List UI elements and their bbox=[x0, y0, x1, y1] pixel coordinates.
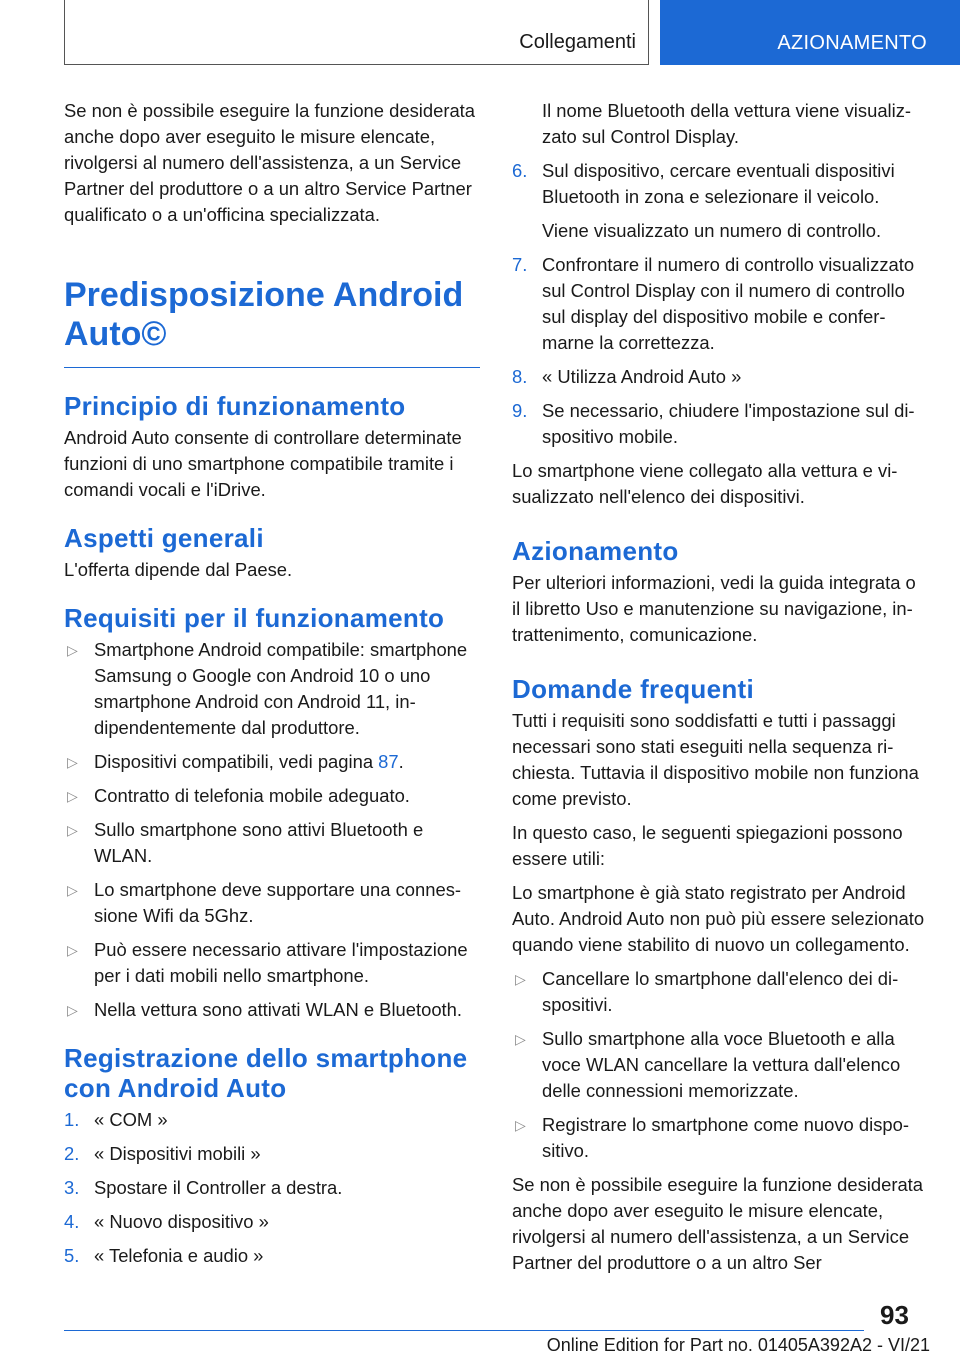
step-text: Sul dispositivo, cercare eventuali dispositivi Bluetooth in zona e selezionare il veicolo. bbox=[542, 160, 895, 207]
step-number: 7. bbox=[512, 254, 528, 275]
step-text: Spostare il Controller a destra. bbox=[94, 1177, 343, 1198]
main-heading: Predisposizione Android Auto© bbox=[64, 276, 480, 368]
list-item-text: Lo smartphone deve supportare una connessione Wifi da 5Ghz. bbox=[94, 879, 462, 926]
requirements-heading: Requisiti per il funzionamento bbox=[64, 603, 445, 633]
page-reference-link[interactable]: 87 bbox=[378, 751, 399, 772]
faq-paragraph-3: Lo smartphone è già stato registrato per Android Auto. Android Auto non può più essere selezionato quando viene stabilito di nuovo un collegamento. bbox=[512, 882, 925, 955]
step-item bbox=[512, 252, 928, 356]
step-item bbox=[512, 398, 928, 450]
principle-heading: Principio di funzionamento bbox=[64, 391, 406, 421]
list-item-text: Cancellare lo smartphone dall'elenco dei dispositivi. bbox=[542, 968, 899, 1015]
list-item bbox=[64, 783, 480, 809]
step-text: « Telefonia e audio » bbox=[94, 1245, 264, 1266]
step-item bbox=[512, 364, 928, 390]
list-item bbox=[64, 749, 480, 775]
step-text: « COM » bbox=[94, 1109, 168, 1130]
list-item-text: Registrare lo smartphone come nuovo dispositivo. bbox=[542, 1114, 909, 1161]
step-text: « Dispositivi mobili » bbox=[94, 1143, 261, 1164]
step-text: Confrontare il numero di controllo visualizzato sul Control Display con il numero di controllo sul display del dispositivo mobile e confermarne la correttezza. bbox=[542, 254, 915, 353]
list-item-text: Sullo smartphone sono attivi Bluetooth e WLAN. bbox=[94, 819, 424, 866]
step-number: 2. bbox=[64, 1143, 80, 1164]
step-number: 5. bbox=[64, 1245, 80, 1266]
step-number: 1. bbox=[64, 1109, 80, 1130]
triangle-bullet-icon: ▷ bbox=[67, 1002, 78, 1018]
list-item bbox=[512, 1112, 928, 1164]
list-item-text: Dispositivi compatibili, vedi pagina bbox=[94, 751, 379, 772]
step-number: 4. bbox=[64, 1211, 80, 1232]
step-text: « Utilizza Android Auto » bbox=[542, 366, 742, 387]
triangle-bullet-icon: ▷ bbox=[67, 642, 78, 658]
triangle-bullet-icon: ▷ bbox=[67, 882, 78, 898]
final-paragraph: Se non è possibile eseguire la funzione desiderata anche dopo aver eseguito le misure elencate, rivolgersi al numero dell'assistenza, a un Service Partner del produttore o a un altro Ser bbox=[512, 1174, 924, 1273]
registration-steps bbox=[64, 1107, 480, 1269]
list-item bbox=[512, 1026, 928, 1104]
faq-paragraph-2: In questo caso, le seguenti spiegazioni possono essere utili: bbox=[512, 822, 903, 869]
header-section-box bbox=[64, 0, 649, 65]
list-item-text: Può essere necessario attivare l'impostazione per i dati mobili nello smartphone. bbox=[94, 939, 468, 986]
step6-note: Viene visualizzato un numero di controllo. bbox=[542, 220, 882, 241]
list-item bbox=[512, 966, 928, 1018]
general-heading: Aspetti generali bbox=[64, 523, 264, 553]
step-item bbox=[64, 1209, 480, 1235]
list-item bbox=[64, 637, 480, 741]
step-item bbox=[64, 1141, 480, 1167]
left-column bbox=[64, 98, 480, 1277]
triangle-bullet-icon: ▷ bbox=[67, 822, 78, 838]
header-section-title: Collegamenti bbox=[519, 31, 636, 53]
list-item bbox=[64, 997, 480, 1023]
intro-paragraph: Se non è possibile eseguire la funzione desiderata anche dopo aver eseguito le misure elencate, rivolgersi al numero dell'assistenza, a un Service Partner del produttore o a un altro Service Partner qualificato o a un'officina specializzata. bbox=[64, 100, 476, 225]
general-paragraph: L'offerta dipende dal Paese. bbox=[64, 559, 293, 580]
step-item bbox=[64, 1243, 480, 1269]
step-item bbox=[64, 1107, 480, 1133]
right-column bbox=[512, 98, 928, 1284]
step-number: 3. bbox=[64, 1177, 80, 1198]
footer-divider bbox=[64, 1330, 864, 1331]
step-number: 9. bbox=[512, 400, 528, 421]
footer-edition: Online Edition for Part no. 01405A392A2 - VI/21 bbox=[546, 1335, 930, 1355]
list-item-text: Smartphone Android compatibile: smartphone Samsung o Google con Android 10 o uno smartphone Android con Android 11, indipendentemente dal produttore. bbox=[94, 639, 468, 738]
registration-steps-continued bbox=[512, 158, 928, 210]
faq-list bbox=[512, 966, 928, 1164]
step-text: Se necessario, chiudere l'impostazione sul dispositivo mobile. bbox=[542, 400, 915, 447]
list-item-text: Sullo smartphone alla voce Bluetooth e alla voce WLAN cancellare la vettura dall'elenco delle connessioni memorizzate. bbox=[542, 1028, 901, 1101]
step5-continuation: Il nome Bluetooth della vettura viene visualizzato sul Control Display. bbox=[542, 100, 912, 147]
step-text: « Nuovo dispositivo » bbox=[94, 1211, 269, 1232]
header-chapter-title: AZIONAMENTO bbox=[777, 32, 927, 54]
operation-paragraph: Per ulteriori informazioni, vedi la guida integrata o il libretto Uso e manutenzione su navigazione, intrattenimento, comunicazione. bbox=[512, 572, 916, 645]
list-item bbox=[64, 817, 480, 869]
list-item bbox=[64, 877, 480, 929]
list-item-text: Nella vettura sono attivati WLAN e Bluetooth. bbox=[94, 999, 463, 1020]
step-item bbox=[64, 1175, 480, 1201]
step-number: 6. bbox=[512, 160, 528, 181]
connected-paragraph: Lo smartphone viene collegato alla vettura e visualizzato nell'elenco dei dispositivi. bbox=[512, 460, 898, 507]
list-item bbox=[64, 937, 480, 989]
registration-steps-continued-2 bbox=[512, 252, 928, 450]
triangle-bullet-icon: ▷ bbox=[67, 754, 78, 770]
step-item bbox=[512, 158, 928, 210]
faq-paragraph-1: Tutti i requisiti sono soddisfatti e tutti i passaggi necessari sono stati eseguiti nella sequenza richiesta. Tuttavia il dispositivo mobile non funziona come previsto. bbox=[512, 710, 919, 809]
faq-heading: Domande frequenti bbox=[512, 674, 755, 704]
step-number: 8. bbox=[512, 366, 528, 387]
list-item-text-suffix: . bbox=[398, 751, 404, 772]
list-item-text: Contratto di telefonia mobile adeguato. bbox=[94, 785, 410, 806]
triangle-bullet-icon: ▷ bbox=[515, 971, 526, 987]
requirements-list bbox=[64, 637, 480, 1023]
principle-paragraph: Android Auto consente di controllare determinate funzioni di uno smartphone compatibile tramite i comandi vocali e l'iDrive. bbox=[64, 427, 462, 500]
registration-heading: Registrazione dello smartphone con Android Auto bbox=[64, 1043, 468, 1103]
triangle-bullet-icon: ▷ bbox=[67, 942, 78, 958]
triangle-bullet-icon: ▷ bbox=[515, 1031, 526, 1047]
triangle-bullet-icon: ▷ bbox=[515, 1117, 526, 1133]
header-chapter-box bbox=[660, 0, 960, 65]
triangle-bullet-icon: ▷ bbox=[67, 788, 78, 804]
page-number: 93 bbox=[880, 1300, 909, 1330]
operation-heading: Azionamento bbox=[512, 536, 679, 566]
